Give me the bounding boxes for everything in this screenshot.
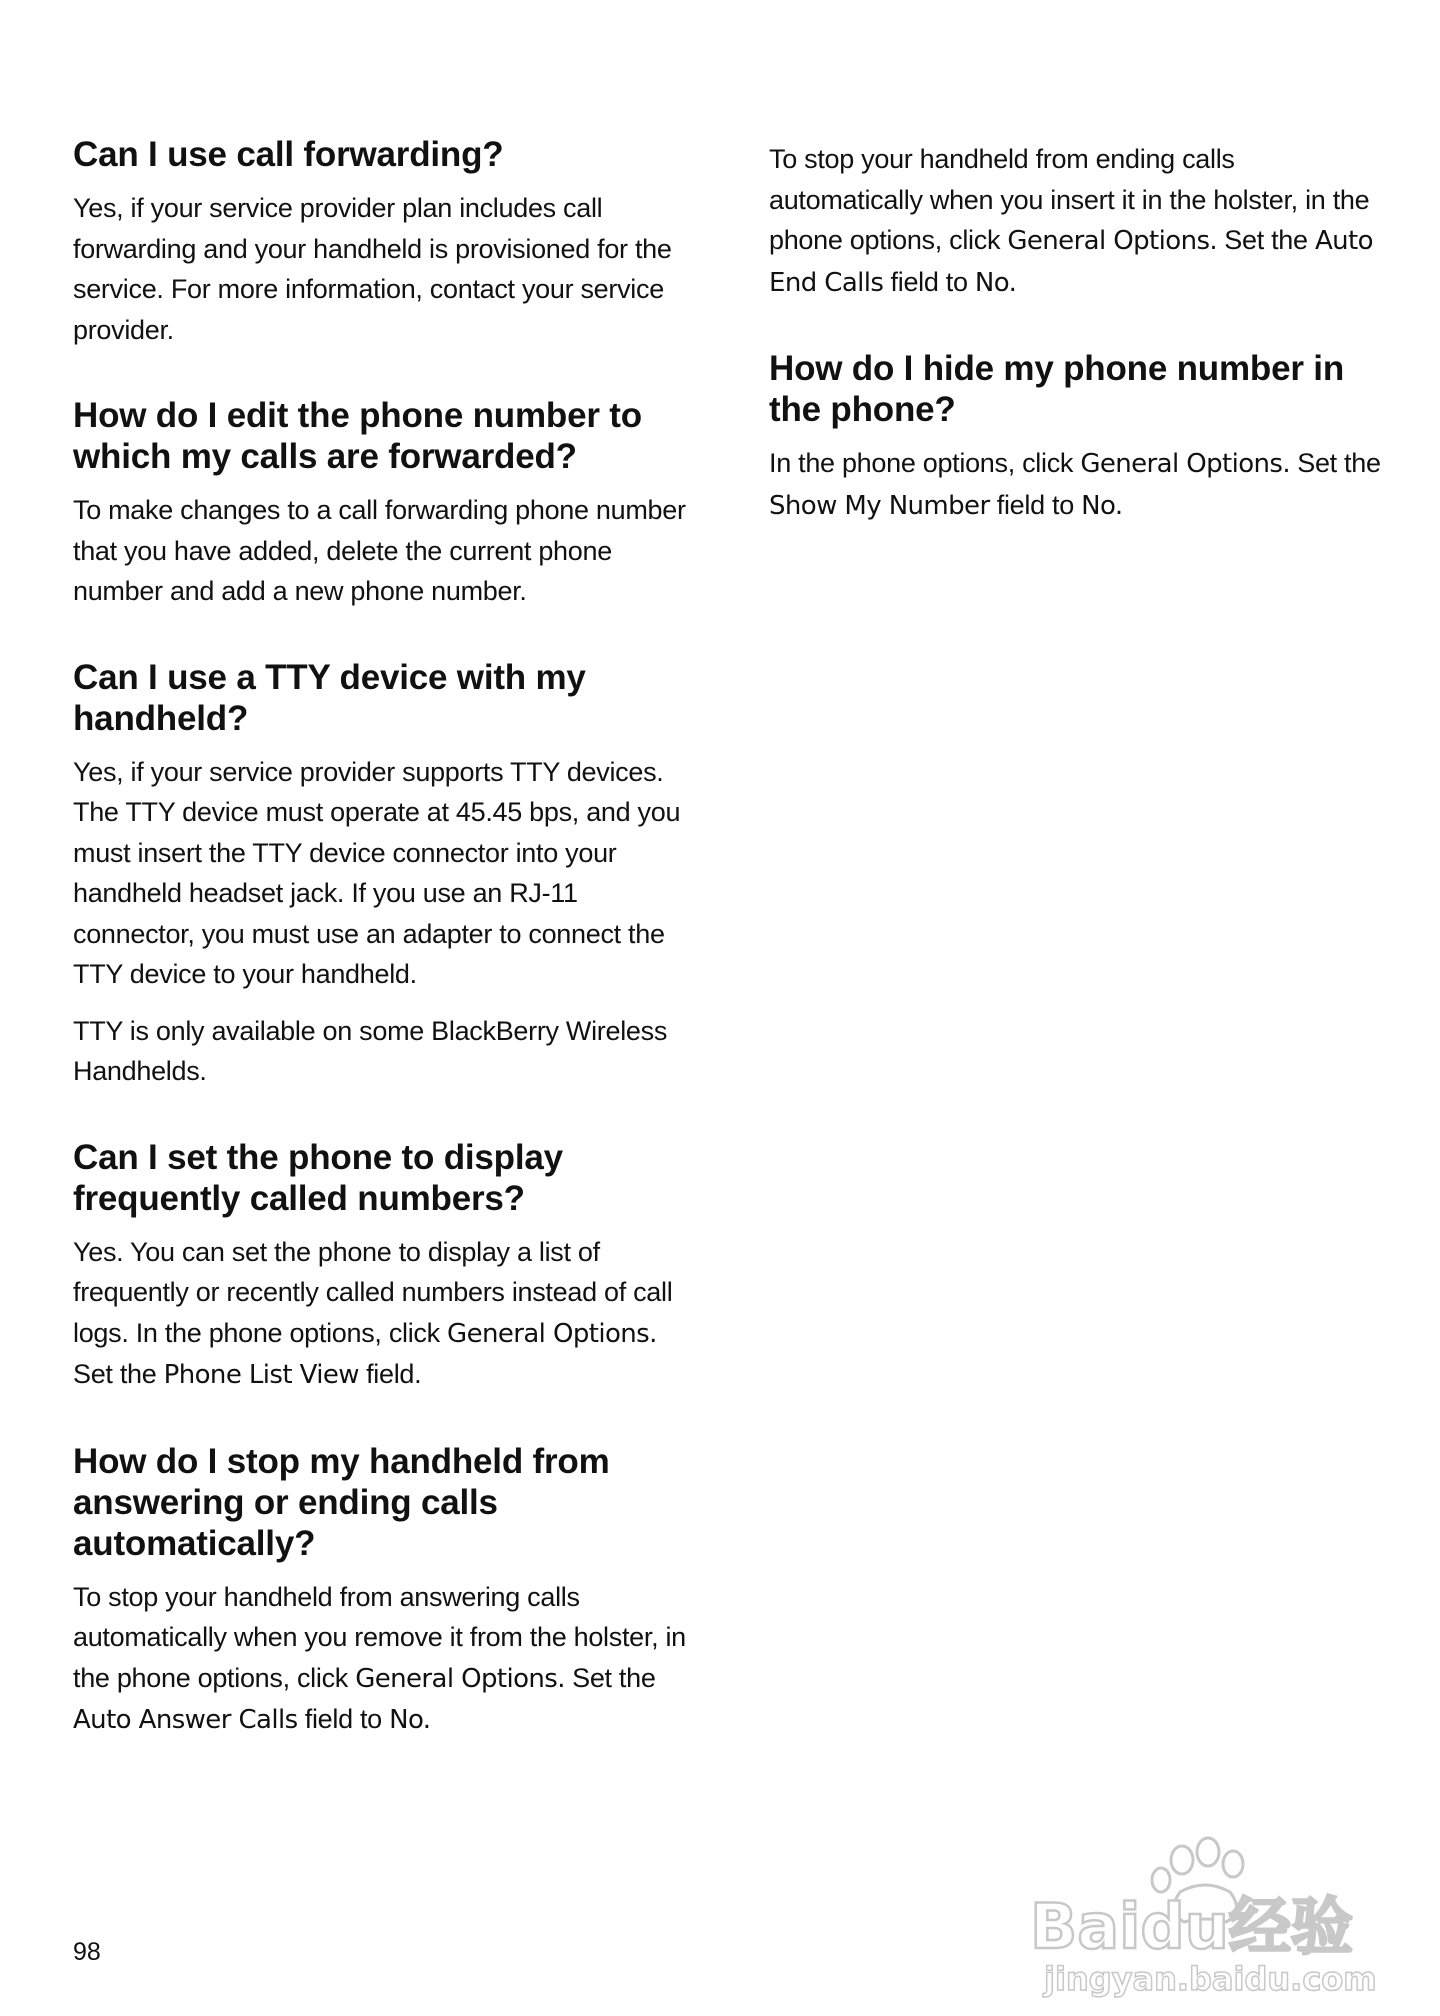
heading-frequent-numbers: Can I set the phone to display frequently called numbers?	[73, 1137, 563, 1218]
left-column	[73, 134, 693, 1786]
ui-term-auto-end-calls: Auto End Calls	[769, 226, 1373, 298]
text-segment: Yes. You can set the phone to display a list of frequently or recently called numbers instead of call logs. In the phone options, click	[73, 1236, 673, 1348]
ui-term-phone-list-view: Phone List View	[163, 1360, 359, 1390]
ui-term-show-my-number: Show My Number	[769, 490, 990, 521]
heading-call-forwarding: Can I use call forwarding?	[73, 135, 504, 174]
ui-term-no: No.	[1081, 490, 1123, 521]
section-tty-device	[73, 657, 693, 1092]
text-segment: In the phone options, click	[769, 448, 1081, 478]
text-segment: To stop your handheld from answering calls automatically when you remove it from the holster, in the phone options, click	[73, 1581, 686, 1693]
body-hide-number	[769, 443, 1389, 526]
body-tty-availability: TTY is only available on some BlackBerry Wireless Handhelds.	[73, 1015, 668, 1086]
ui-term-general-options: General Options.	[447, 1318, 657, 1349]
ui-term-no: No.	[389, 1705, 431, 1735]
text-segment: field to	[297, 1704, 390, 1734]
heading-tty-device: Can I use a TTY device with my handheld?	[73, 657, 586, 738]
section-edit-forward-number	[73, 395, 693, 612]
section-call-forwarding	[73, 134, 693, 350]
ui-term-auto-answer-calls: Auto Answer Calls	[73, 1705, 298, 1735]
body-edit-forward-number: To make changes to a call forwarding phone number that you have added, delete the current phone number and add a new phone number.	[73, 495, 686, 606]
text-segment: Set the	[1290, 448, 1381, 478]
text-segment: Set the	[1217, 225, 1315, 255]
text-segment: field to	[883, 266, 975, 297]
body-auto-answer	[73, 1577, 693, 1741]
page-number: 98	[73, 1938, 101, 1966]
ui-term-general-options: General Options.	[355, 1663, 565, 1694]
section-frequent-numbers	[73, 1137, 693, 1396]
ui-term-general-options: General Options.	[1007, 226, 1218, 256]
body-tty-device: Yes, if your service provider supports TTY devices. The TTY device must operate at 45.45 bps, and you must insert the TTY device connector into your handheld headset jack. If you use an RJ-11 connector, you must use an adapter to connect the TTY device to your handheld.	[73, 756, 681, 989]
body-frequent-numbers	[73, 1232, 693, 1396]
heading-hide-number: How do I hide my phone number in the phone?	[769, 349, 1344, 429]
watermark-brand-text: Baidu经验	[1030, 1890, 1353, 1963]
heading-auto-answer: How do I stop my handheld from answering or ending calls automatically?	[73, 1441, 610, 1563]
section-auto-end	[769, 139, 1389, 303]
text-segment: Set the	[73, 1359, 164, 1389]
text-segment: To stop your handheld from ending calls automatically when you insert it in the holster, in the phone options, click	[769, 144, 1370, 255]
right-column	[769, 139, 1389, 571]
watermark-url-text: jingyan.baidu.com	[1044, 1960, 1377, 1998]
section-hide-number	[769, 348, 1389, 526]
body-call-forwarding: Yes, if your service provider plan includes call forwarding and your handheld is provisioned for the service. For more information, contact your service provider.	[73, 193, 672, 345]
text-segment: field.	[358, 1359, 422, 1389]
ui-term-no: No.	[974, 267, 1017, 298]
baidu-jingyan-watermark	[1030, 1830, 1390, 2000]
text-segment: Set the	[564, 1662, 656, 1693]
section-auto-answer	[73, 1441, 693, 1741]
body-auto-end	[769, 139, 1389, 303]
heading-edit-forward-number: How do I edit the phone number to which my calls are forwarded?	[73, 396, 642, 476]
text-segment: field to	[989, 489, 1082, 520]
ui-term-general-options: General Options.	[1080, 449, 1291, 479]
